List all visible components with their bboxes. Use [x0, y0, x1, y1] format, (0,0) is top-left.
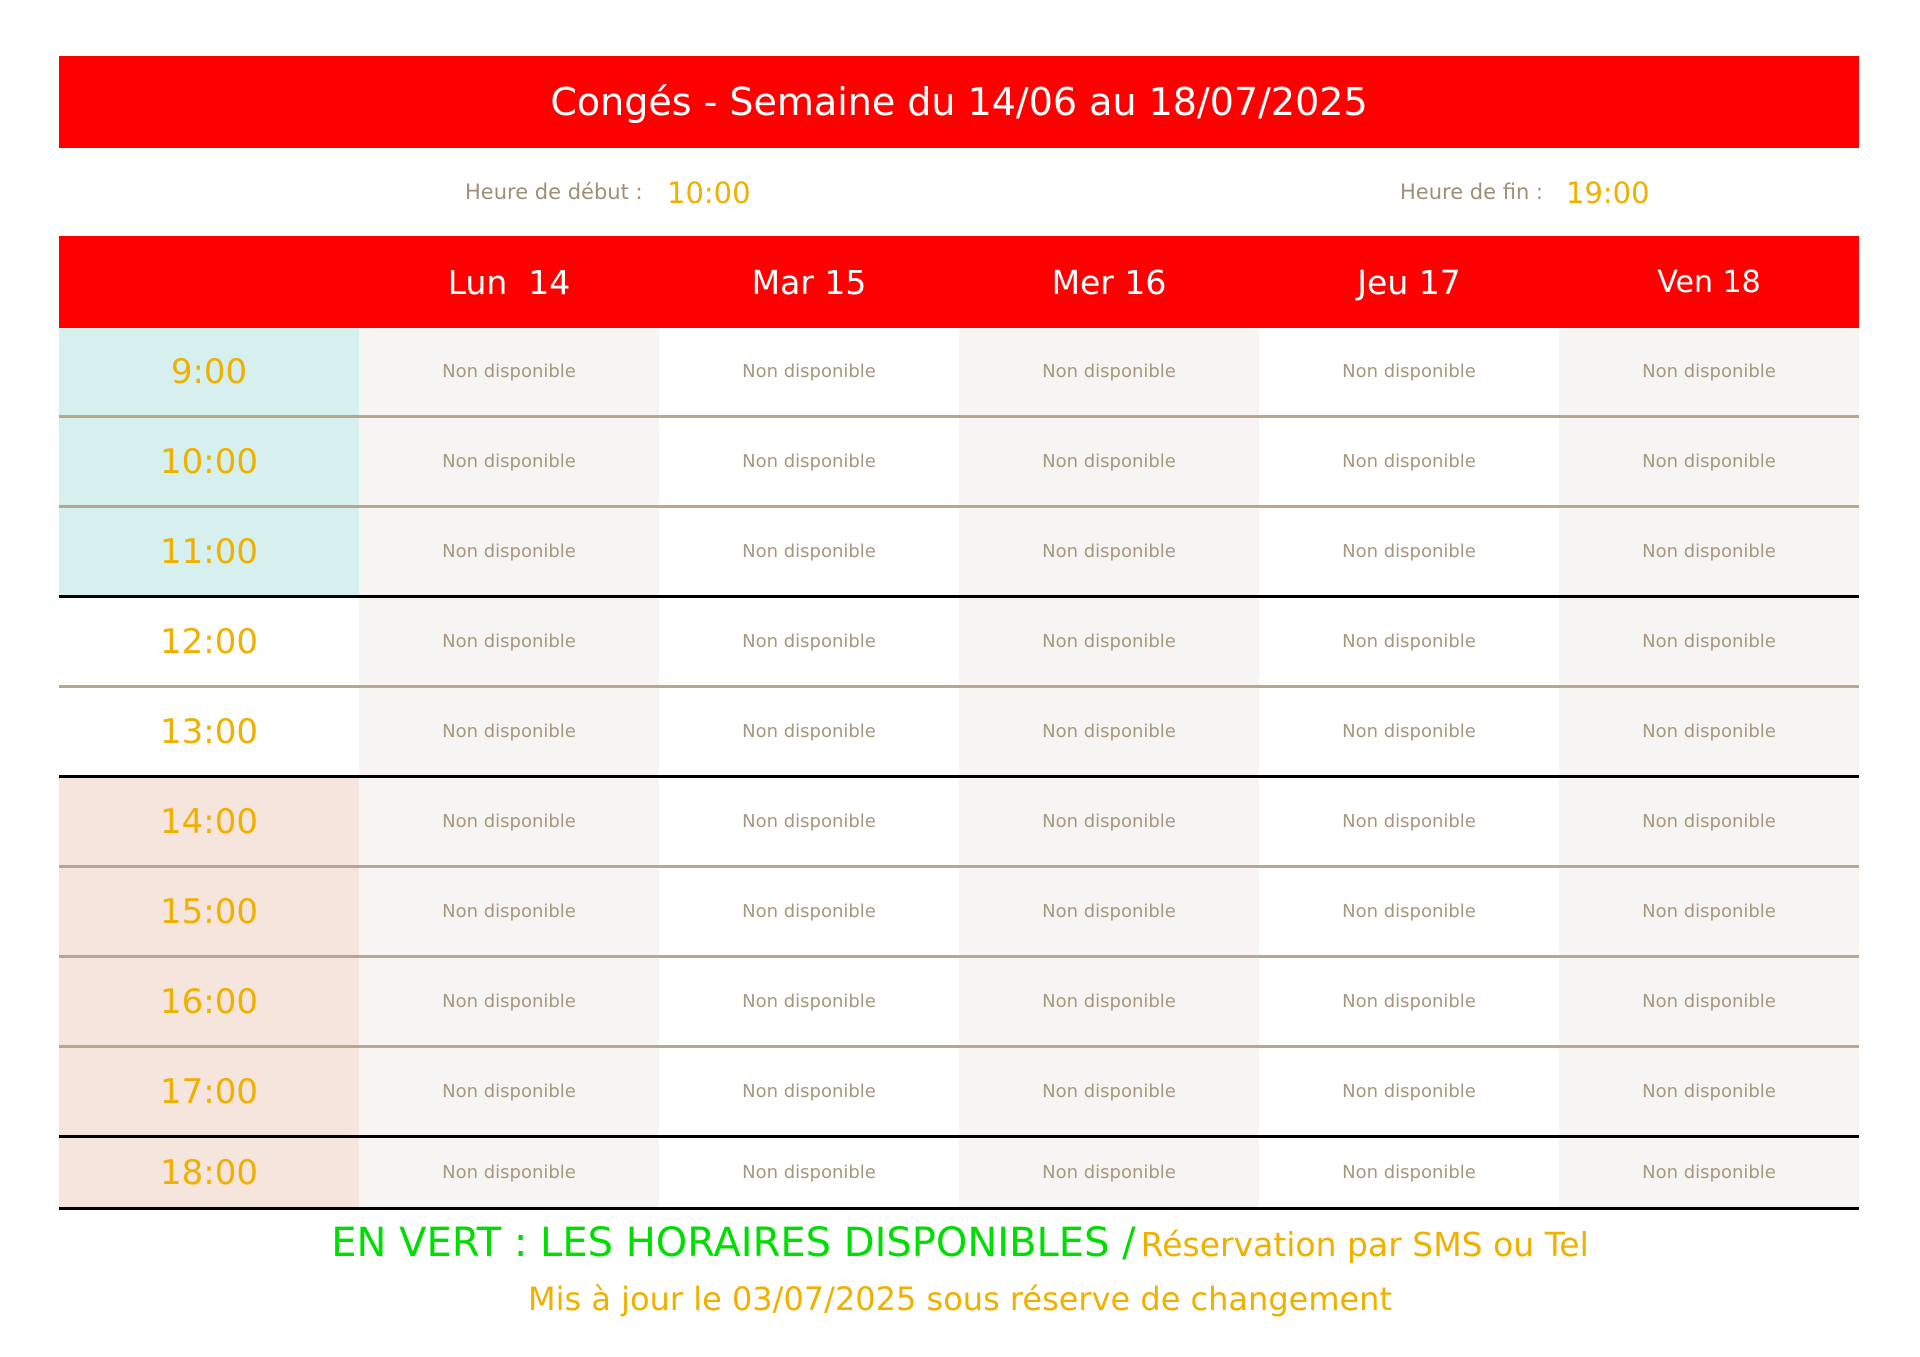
slot-cell: Non disponible	[1259, 688, 1559, 775]
table-row	[59, 868, 1859, 958]
slot-cell: Non disponible	[359, 598, 659, 685]
slot-cell: Non disponible	[1559, 598, 1859, 685]
slot-cell: Non disponible	[359, 508, 659, 595]
hours-summary	[0, 170, 1920, 220]
table-row	[59, 598, 1859, 688]
table-row	[59, 418, 1859, 508]
time-label: 17:00	[59, 1048, 359, 1135]
slot-cell: Non disponible	[959, 598, 1259, 685]
slot-cell: Non disponible	[959, 958, 1259, 1045]
slot-cell: Non disponible	[959, 1048, 1259, 1135]
slot-cell: Non disponible	[359, 778, 659, 865]
slot-cell: Non disponible	[959, 1138, 1259, 1207]
slot-cell: Non disponible	[359, 958, 659, 1045]
slot-cell: Non disponible	[1559, 418, 1859, 505]
slot-cell: Non disponible	[1559, 958, 1859, 1045]
time-label: 12:00	[59, 598, 359, 685]
day-header: Mar 15	[751, 262, 867, 302]
legend	[0, 1220, 1920, 1266]
slot-cell: Non disponible	[959, 508, 1259, 595]
page-title: Congés - Semaine du 14/06 au 18/07/2025	[59, 56, 1859, 148]
table-row	[59, 1048, 1859, 1138]
start-hour-value: 10:00	[667, 176, 751, 210]
slot-cell: Non disponible	[359, 418, 659, 505]
slot-cell: Non disponible	[659, 598, 959, 685]
time-label: 15:00	[59, 868, 359, 955]
slot-cell: Non disponible	[1559, 688, 1859, 775]
day-header: Ven 18	[1657, 264, 1761, 300]
table-body	[59, 328, 1859, 1210]
table-row	[59, 508, 1859, 598]
time-label: 16:00	[59, 958, 359, 1045]
day-header: Mer 16	[1051, 262, 1167, 302]
slot-cell: Non disponible	[1559, 1138, 1859, 1207]
slot-cell: Non disponible	[959, 868, 1259, 955]
slot-cell: Non disponible	[1259, 508, 1559, 595]
slot-cell: Non disponible	[1559, 868, 1859, 955]
slot-cell: Non disponible	[959, 328, 1259, 415]
slot-cell: Non disponible	[359, 1138, 659, 1207]
table-row	[59, 328, 1859, 418]
slot-cell: Non disponible	[659, 508, 959, 595]
legend-booking: Réservation par SMS ou Tel	[1140, 1225, 1589, 1264]
time-label: 10:00	[59, 418, 359, 505]
slot-cell: Non disponible	[959, 418, 1259, 505]
end-hour-label: Heure de fin :	[1400, 180, 1544, 204]
table-header	[59, 236, 1859, 328]
table-row	[59, 958, 1859, 1048]
time-label: 14:00	[59, 778, 359, 865]
table-row	[59, 778, 1859, 868]
slot-cell: Non disponible	[359, 868, 659, 955]
time-label: 13:00	[59, 688, 359, 775]
slot-cell: Non disponible	[659, 868, 959, 955]
slot-cell: Non disponible	[1259, 868, 1559, 955]
slot-cell: Non disponible	[659, 328, 959, 415]
end-hour-value: 19:00	[1566, 176, 1650, 210]
slot-cell: Non disponible	[1559, 328, 1859, 415]
slot-cell: Non disponible	[1259, 1048, 1559, 1135]
slot-cell: Non disponible	[659, 778, 959, 865]
start-hour-label: Heure de début :	[465, 180, 643, 204]
slot-cell: Non disponible	[1259, 328, 1559, 415]
time-label: 9:00	[59, 328, 359, 415]
slot-cell: Non disponible	[1259, 1138, 1559, 1207]
slot-cell: Non disponible	[659, 1138, 959, 1207]
day-header: Lun 14	[447, 262, 571, 302]
slot-cell: Non disponible	[1259, 598, 1559, 685]
slot-cell: Non disponible	[359, 688, 659, 775]
slot-cell: Non disponible	[959, 688, 1259, 775]
update-note: Mis à jour le 03/07/2025 sous réserve de changement	[527, 1280, 1392, 1318]
slot-cell: Non disponible	[1559, 508, 1859, 595]
slot-cell: Non disponible	[659, 418, 959, 505]
slot-cell: Non disponible	[659, 688, 959, 775]
slot-cell: Non disponible	[1259, 958, 1559, 1045]
slot-cell: Non disponible	[659, 958, 959, 1045]
header-corner	[59, 236, 359, 328]
table-row	[59, 1138, 1859, 1210]
slot-cell: Non disponible	[1559, 1048, 1859, 1135]
day-header: Jeu 17	[1357, 262, 1461, 302]
slot-cell: Non disponible	[359, 328, 659, 415]
schedule-table	[59, 236, 1859, 1210]
slot-cell: Non disponible	[1559, 778, 1859, 865]
time-label: 18:00	[59, 1138, 359, 1207]
time-label: 11:00	[59, 508, 359, 595]
slot-cell: Non disponible	[959, 778, 1259, 865]
slot-cell: Non disponible	[1259, 778, 1559, 865]
slot-cell: Non disponible	[1259, 418, 1559, 505]
slot-cell: Non disponible	[659, 1048, 959, 1135]
slot-cell: Non disponible	[359, 1048, 659, 1135]
legend-available: EN VERT : LES HORAIRES DISPONIBLES /	[331, 1220, 1136, 1266]
table-row	[59, 688, 1859, 778]
